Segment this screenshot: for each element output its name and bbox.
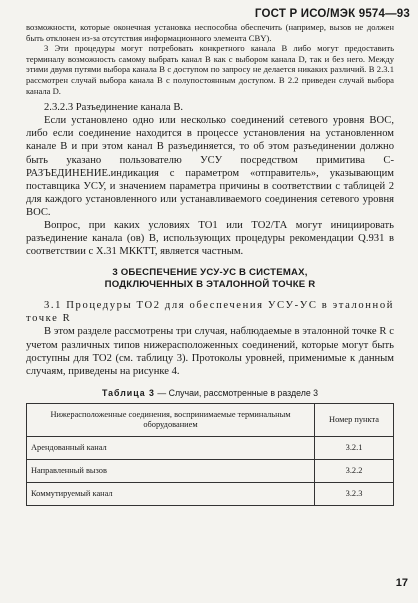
section-3-line1: 3 ОБЕСПЕЧЕНИЕ УСУ-УС В СИСТЕМАХ, xyxy=(112,267,308,279)
paragraph-top: возможности, которые оконечная установка неспособна обеспечить (например, вызов не должен быть отклонен из-за отсутствия информационного элемента CBY). xyxy=(26,22,394,43)
table-header-connections: Нижерасположенные соединения, воспринимаемые терминальным оборудованием xyxy=(27,403,315,436)
section-3-line2: ПОДКЛЮЧЕННЫХ В ЭТАЛОННОЙ ТОЧКЕ R xyxy=(104,279,316,291)
page-body xyxy=(26,22,394,506)
page-number: 17 xyxy=(395,577,408,589)
section-3-heading xyxy=(26,267,394,291)
table-caption xyxy=(26,388,394,398)
section-3-text xyxy=(26,299,394,378)
table-row xyxy=(27,436,394,459)
small-text-block xyxy=(26,22,394,96)
paragraph-2-3-2-3: Если установлено одно или несколько соединений сетевого уровня ВОС, либо если соединение находится в процессе установления на установленном канале В и при этом канал В разъединяется, то об этом разъединении должно быть указано пользователю УСУ посредством примитива С-РАЗЪЕДИНЕНИЕ.индикация с параметром «отправитель», указывающим поставщика УСУ, и значением параметра причины в соответствии с таблицей 2 для каждого установленного или устанавливаемого соединения сетевого уровня ВОС. xyxy=(26,115,394,218)
table-row xyxy=(27,459,394,482)
main-text-block xyxy=(26,101,394,258)
document-header: ГОСТ Р ИСО/МЭК 9574—93 xyxy=(254,8,410,20)
subsection-3-1-title: 3.1 Процедуры ТО2 для обеспечения УСУ-УС в эталонной точке R xyxy=(26,300,394,325)
table-cell-num: 3.2.1 xyxy=(315,436,394,459)
table-cell-name: Направленный вызов xyxy=(27,459,315,482)
cases-table xyxy=(26,403,394,506)
table-caption-label: Таблица 3 xyxy=(101,387,155,398)
note-3: 3 Эти процедуры могут потребовать конкретного канала В либо могут предоставить терминалу возможность самому выбрать канал В как с выбором канала D, так и без него. Между этими двумя путями выбора канала В с доступом по запросу не делается никаких различий. В 2.3.1 рассмотрен случай выбора канала В с полупостоянным доступом. В 2.2 приведен случай выбора канала D. xyxy=(26,43,394,96)
table-cell-name: Коммутируемый канал xyxy=(27,482,315,505)
table-cell-name: Арендованный канал xyxy=(27,436,315,459)
table-header-clause: Номер пункта xyxy=(315,403,394,436)
table-cell-num: 3.2.3 xyxy=(315,482,394,505)
paragraph-question: Вопрос, при каких условиях ТО1 или ТО2/ТА могут инициировать разъединение канала (ов) В, использующих процедуры рекомендации Q.931 в соответствии с Х.31 МККТТ, является частным. xyxy=(26,220,394,258)
table-row xyxy=(27,482,394,505)
heading-2-3-2-3: 2.3.2.3 Разъединение канала В. xyxy=(44,102,184,114)
table-cell-num: 3.2.2 xyxy=(315,459,394,482)
table-caption-text: — Случаи, рассмотренные в разделе 3 xyxy=(154,387,319,398)
subsection-3-1-body: В этом разделе рассмотрены три случая, наблюдаемые в эталонной точке R с учетом различных типов нижерасположенных соединений, которые могут быть доступны для ТО2 (см. таблицу 3). Протоколы уровней, применимые к данным случаям, приведены на рисунке 4. xyxy=(26,326,394,377)
table-header-row xyxy=(27,403,394,436)
